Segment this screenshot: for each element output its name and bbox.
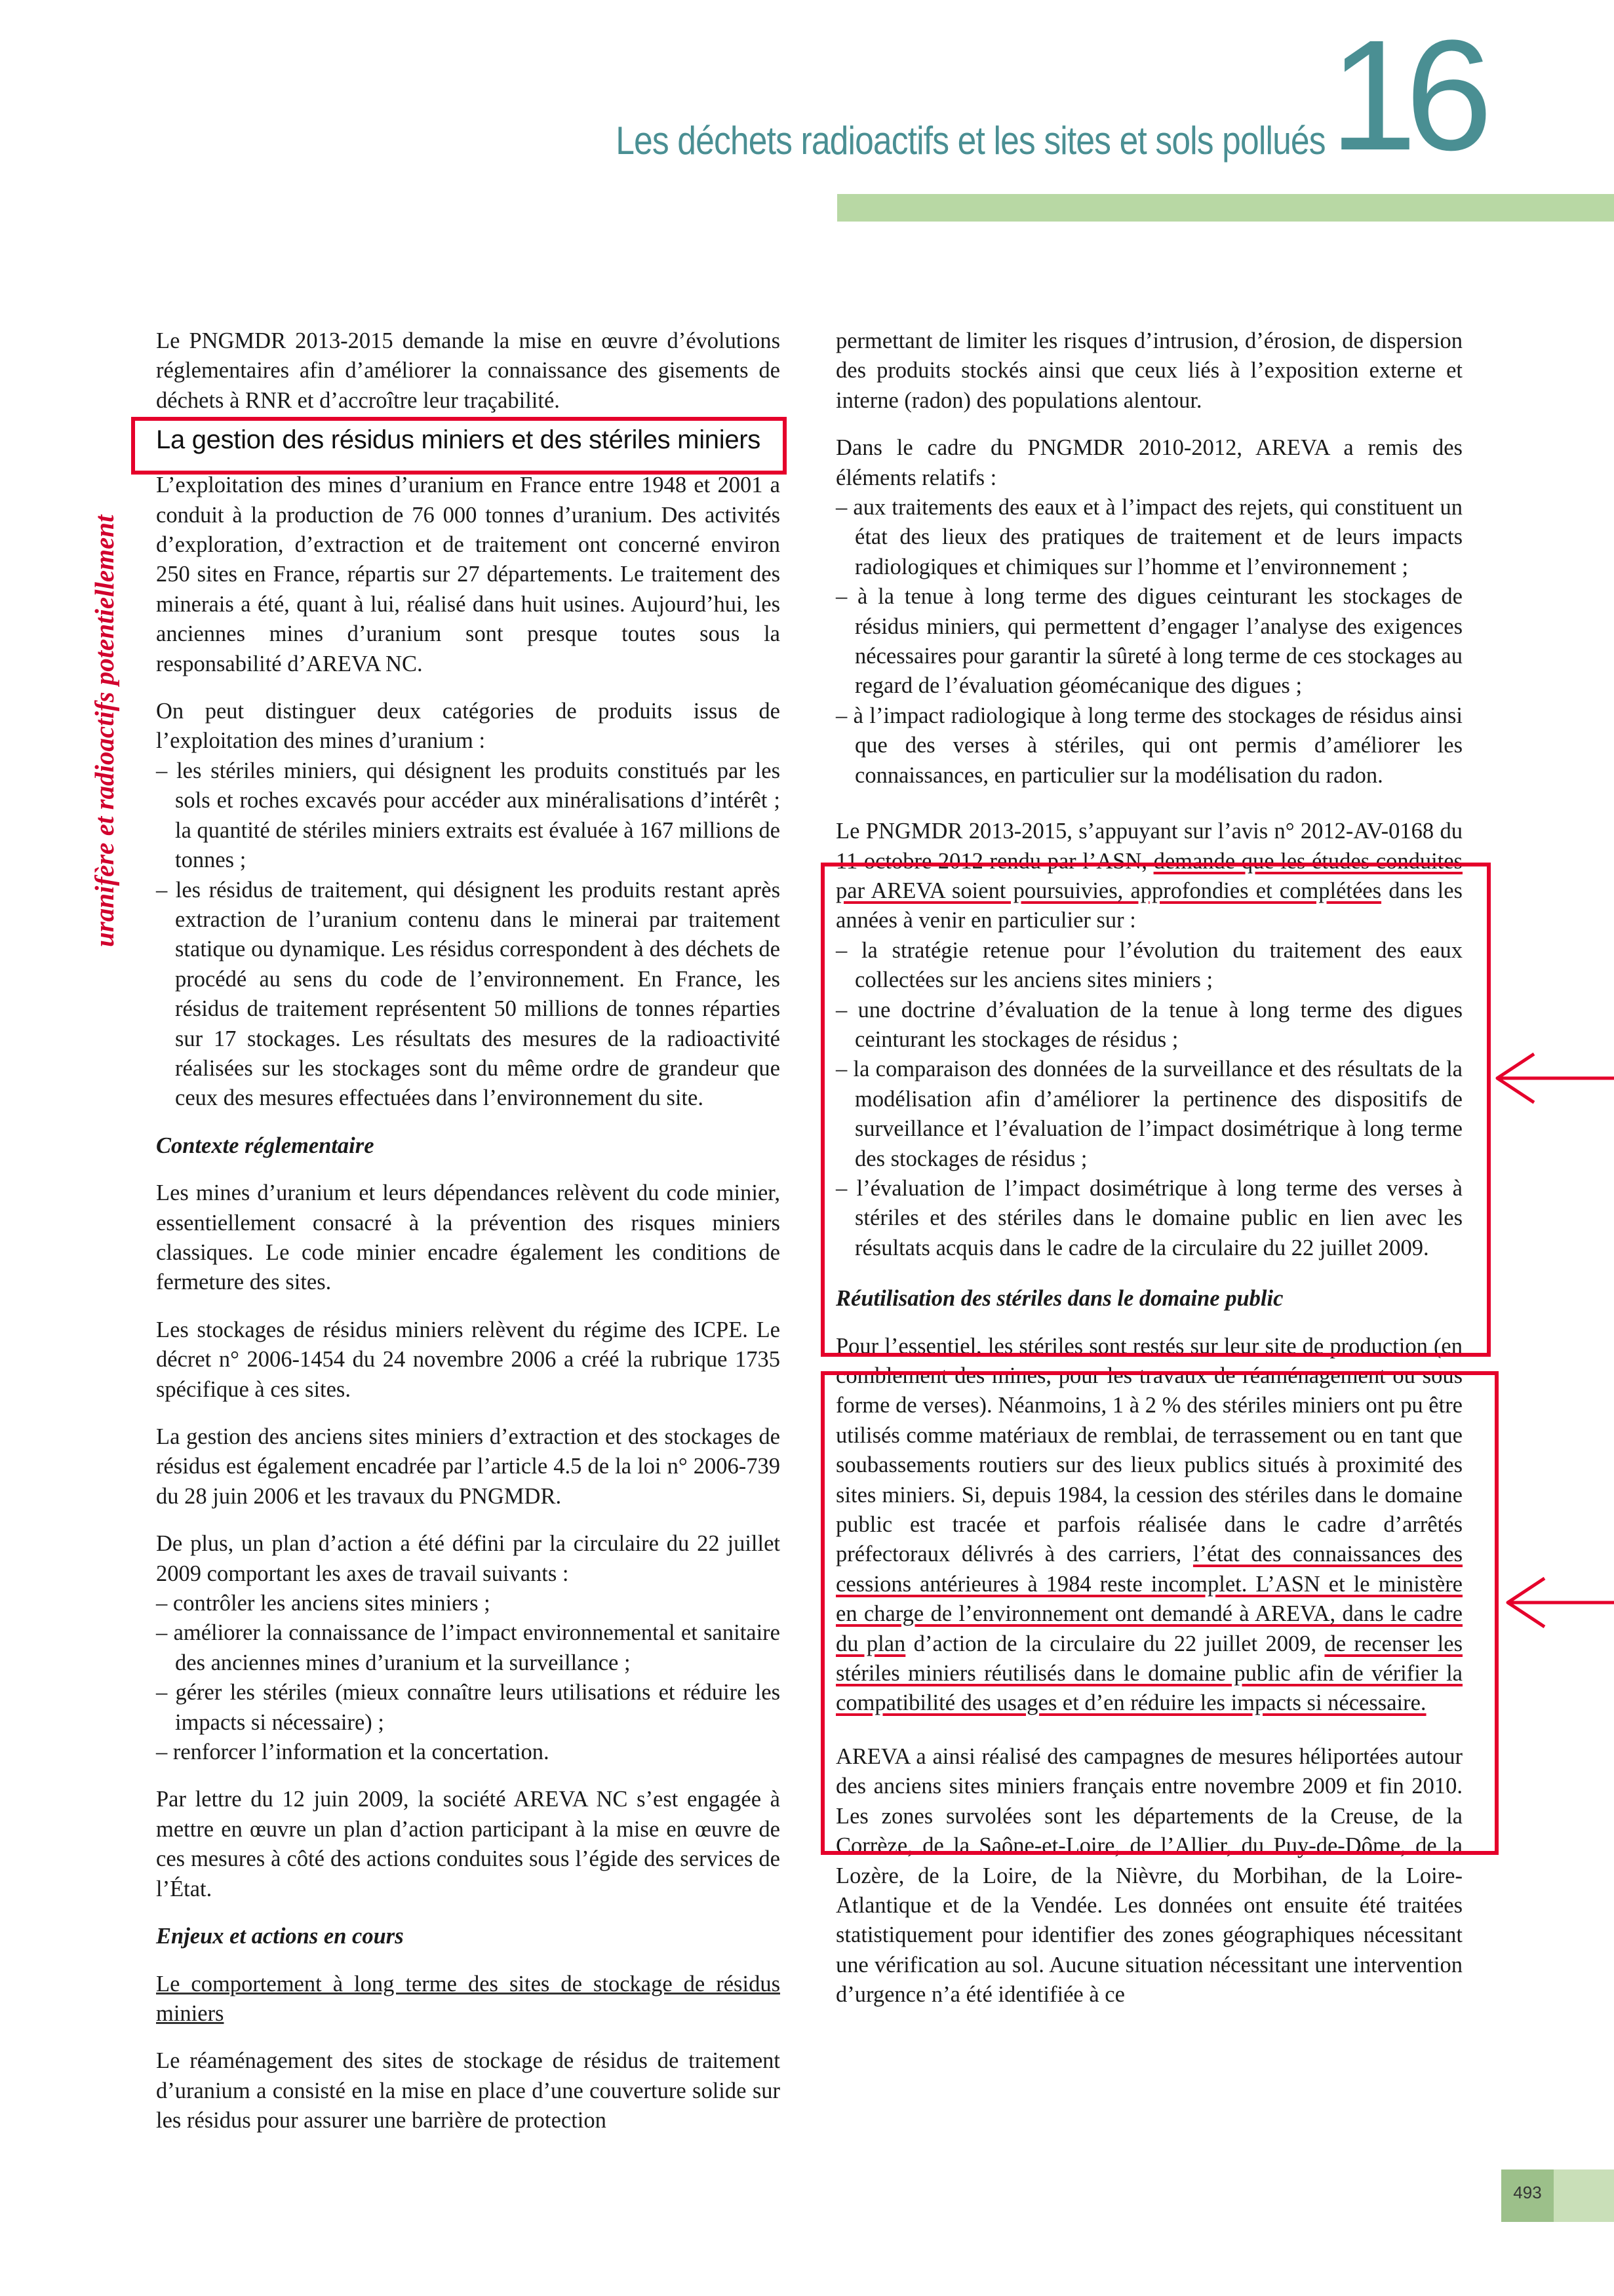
paragraph-law-2006: La gestion des anciens sites miniers d’extraction et des stockages de résidus est également encadrée par l’article 4.5 de la loi n° 2006-739 du 28 juin 2006 et les travaux du PNGMDR. bbox=[156, 1424, 780, 1509]
highlighted-text: de recenser les stériles miniers réutilisés dans le domaine public afin de vérifier la compatibilité des usages et d’en réduire les impacts si nécessaire. bbox=[836, 1631, 1463, 1716]
list-item: – à l’impact radiologique à long terme des stockages de résidus ainsi que des verses à stériles, qui ont permis d’améliorer les connaissances, en particulier sur la modélisation du radon. bbox=[836, 703, 1463, 788]
subheading-stakes: Enjeux et actions en cours bbox=[156, 1924, 404, 1949]
list-item: – contrôler les anciens sites miniers ; bbox=[156, 1591, 490, 1616]
paragraph-redevelopment: Le réaménagement des sites de stockage de résidus de traitement d’uranium a consisté en la mise en place d’une couverture solide sur les résidus pour assurer une barrière de protection bbox=[156, 2048, 780, 2133]
paragraph-areva-letter: Par lettre du 12 juin 2009, la société AREVA NC s’est engagée à mettre en œuvre un plan d’action participant à la mise en œuvre de ces mesures à côté des actions conduites sous l’égide des services de l’État. bbox=[156, 1787, 780, 1901]
arrow-icon bbox=[1499, 1573, 1614, 1632]
intro-paragraph: Le PNGMDR 2013-2015 demande la mise en œuvre d’évolutions réglementaires afin d’améliorer la connaissance des gisements de déchets à RNR et d’accroître leur traçabilité. bbox=[156, 328, 780, 413]
paragraph-mining-code: Les mines d’uranium et leurs dépendances relèvent du code minier, essentiellement consacré à la prévention des risques miniers classiques. Le code minier encadre également les conditions de fermeture des sites. bbox=[156, 1180, 780, 1295]
subheading-regulatory-context: Contexte réglementaire bbox=[156, 1133, 374, 1158]
highlighted-text: l’état des connaissances des cessions antérieures à 1984 reste incomplet. L’ASN et le ministère en charge de l’environnement ont demandé à AREVA, dans le cadre du plan bbox=[836, 1542, 1463, 1656]
header-color-bar bbox=[837, 194, 1614, 222]
subheading-long-term-behaviour: Le comportement à long terme des sites de stockage de résidus miniers bbox=[156, 1971, 780, 2026]
text-span: Le PNGMDR 2013-2015, s’appuyant sur l’avis n° 2012-AV-0168 du 11 octobre 2012 rendu par l’ASN, bbox=[836, 819, 1463, 874]
page-number: 493 bbox=[1513, 2183, 1542, 2202]
heading-highlight-box bbox=[131, 417, 787, 475]
margin-annotation: uranifère et radioactifs potentiellement bbox=[89, 515, 119, 947]
left-column bbox=[156, 326, 780, 2136]
paragraph-pngmdr-2010-intro: Dans le cadre du PNGMDR 2010-2012, AREVA a remis des éléments relatifs : bbox=[836, 435, 1463, 490]
list-item: – la comparaison des données de la surveillance et des résultats de la modélisation afin d’améliorer la pertinence des dispositifs de surveillance et l’évaluation de l’impact dosimétrique à long terme des stockages de résidus ; bbox=[836, 1057, 1463, 1171]
list-item: – les résidus de traitement, qui désignent les produits restant après extraction de l’uranium contenu dans le minerai par traitement statique ou dynamique. Les résidus correspondent à des déchets de procédé au sens du code de l’environnement. En France, les résidus de traitement représentent 50 millions de tonnes réparties sur 17 stockages. Les résultats des mesures de la radioactivité réalisées sur les stockages sont du même ordre de grandeur que ceux des mesures effectuées dans l’environnement du site. bbox=[156, 877, 780, 1111]
reuse-highlight-box bbox=[821, 1371, 1499, 1855]
subheading-reuse: Réutilisation des stériles dans le domaine public bbox=[836, 1286, 1284, 1312]
text-span: dans les années à venir en particulier sur : bbox=[836, 878, 1463, 933]
paragraph-action-plan-intro: De plus, un plan d’action a été défini par la circulaire du 22 juillet 2009 comportant les axes de travail suivants : bbox=[156, 1531, 780, 1586]
list-item: – l’évaluation de l’impact dosimétrique à long terme des verses à stériles et des stériles dans le domaine public en lien avec les résultats acquis dans le cadre de la circulaire du 22 juillet 2009. bbox=[836, 1175, 1463, 1260]
highlighted-text: demande que les études conduites par AREVA soient poursuivies, approfondies et complétées bbox=[836, 848, 1463, 903]
list-item: – gérer les stériles (mieux connaître leurs utilisations et réduire les impacts si nécessaire) ; bbox=[156, 1680, 780, 1735]
section-heading: La gestion des résidus miniers et des stériles miniers bbox=[156, 425, 760, 455]
paragraph-continuation: permettant de limiter les risques d’intrusion, d’érosion, de dispersion des produits stockés ainsi que ceux liés à l’exposition externe et interne (radon) des populations alentour. bbox=[836, 328, 1463, 413]
pngmdr-highlight-box bbox=[821, 863, 1491, 1357]
paragraph-icpe: Les stockages de résidus miniers relèvent du régime des ICPE. Le décret n° 2006-1454 du 24 novembre 2006 a créé la rubrique 1735 spécifique à ces sites. bbox=[156, 1317, 780, 1402]
paragraph-mines-history: L’exploitation des mines d’uranium en France entre 1948 et 2001 a conduit à la production de 76 000 tonnes d’uranium. Des activités d’exploration, d’extraction et de traitement ont concerné environ 250 sites en France, répartis sur 27 départements. Le traitement des minerais a été, quant à lui, réalisé dans huit usines. Aujourd’hui, les anciennes mines d’uranium sont presque toutes sous la responsabilité d’AREVA NC. bbox=[156, 473, 780, 676]
chapter-number: 16 bbox=[1329, 7, 1481, 183]
paragraph-heliborne-campaigns: AREVA a ainsi réalisé des campagnes de mesures héliportées autour des anciens sites miniers français entre novembre 2009 et fin 2010. Les zones survolées sont les départements de la Creuse, de la Corrèze, de la Saône-et-Loire, de l’Allier, du Puy-de-Dôme, de la Lozère, de la Loire, de la Nièvre, du Morbihan, de la Loire-Atlantique et de la Vendée. Les données ont ensuite été traitées statistiquement pour identifier des zones géographiques nécessitant une vérification au sol. Aucune situation nécessitant une intervention d’urgence n’a été identifiée à ce bbox=[836, 1743, 1463, 2008]
text-span: Pour l’essentiel, les stériles sont restés sur leur site de production (en comblement des mines, pour les travaux de réaménagement ou sous forme de verses). Néanmoins, 1 à 2 % des stériles miniers ont pu être utilisés comme matériaux de remblai, de terrassement ou en tant que soubassements routiers sur des lieux publics situés à proximité des sites miniers. Si, depuis 1984, la cession des stériles dans le domaine public est tracée et parfois réalisée dans le cadre d’arrêtés préfectoraux délivrés à des carriers, bbox=[836, 1333, 1463, 1567]
list-item: – renforcer l’information et la concertation. bbox=[156, 1740, 549, 1765]
chapter-title: Les déchets radioactifs et les sites et sols pollués bbox=[616, 119, 1326, 163]
list-item: – améliorer la connaissance de l’impact environnemental et sanitaire des anciennes mines d’uranium et la surveillance ; bbox=[156, 1620, 780, 1675]
list-item: – à la tenue à long terme des digues ceinturant les stockages de résidus miniers, qui permettent d’engager l’analyse des exigences nécessaires pour garantir la sûreté à long terme de ces stockages au regard de l’évaluation géomécanique des digues ; bbox=[836, 584, 1463, 699]
arrow-icon bbox=[1488, 1049, 1614, 1108]
list-item: – aux traitements des eaux et à l’impact des rejets, qui constituent un état des lieux des pratiques de traitement et de leurs impacts radiologiques et chimiques sur l’homme et l’environnement ; bbox=[836, 495, 1463, 579]
text-span: d’action de la circulaire du 22 juillet 2009, bbox=[905, 1631, 1325, 1656]
list-item: – la stratégie retenue pour l’évolution du traitement des eaux collectées sur les anciens sites miniers ; bbox=[836, 937, 1463, 993]
list-item: – une doctrine d’évaluation de la tenue à long terme des digues ceinturant les stockages de résidus ; bbox=[836, 997, 1463, 1052]
paragraph-categories-intro: On peut distinguer deux catégories de produits issus de l’exploitation des mines d’uranium : bbox=[156, 699, 780, 754]
list-item: – les stériles miniers, qui désignent les produits constitués par les sols et roches excavés pour accéder aux minéralisations d’intérêt ; la quantité de stériles miniers extraits est évaluée à 167 millions de tonnes ; bbox=[156, 758, 780, 873]
